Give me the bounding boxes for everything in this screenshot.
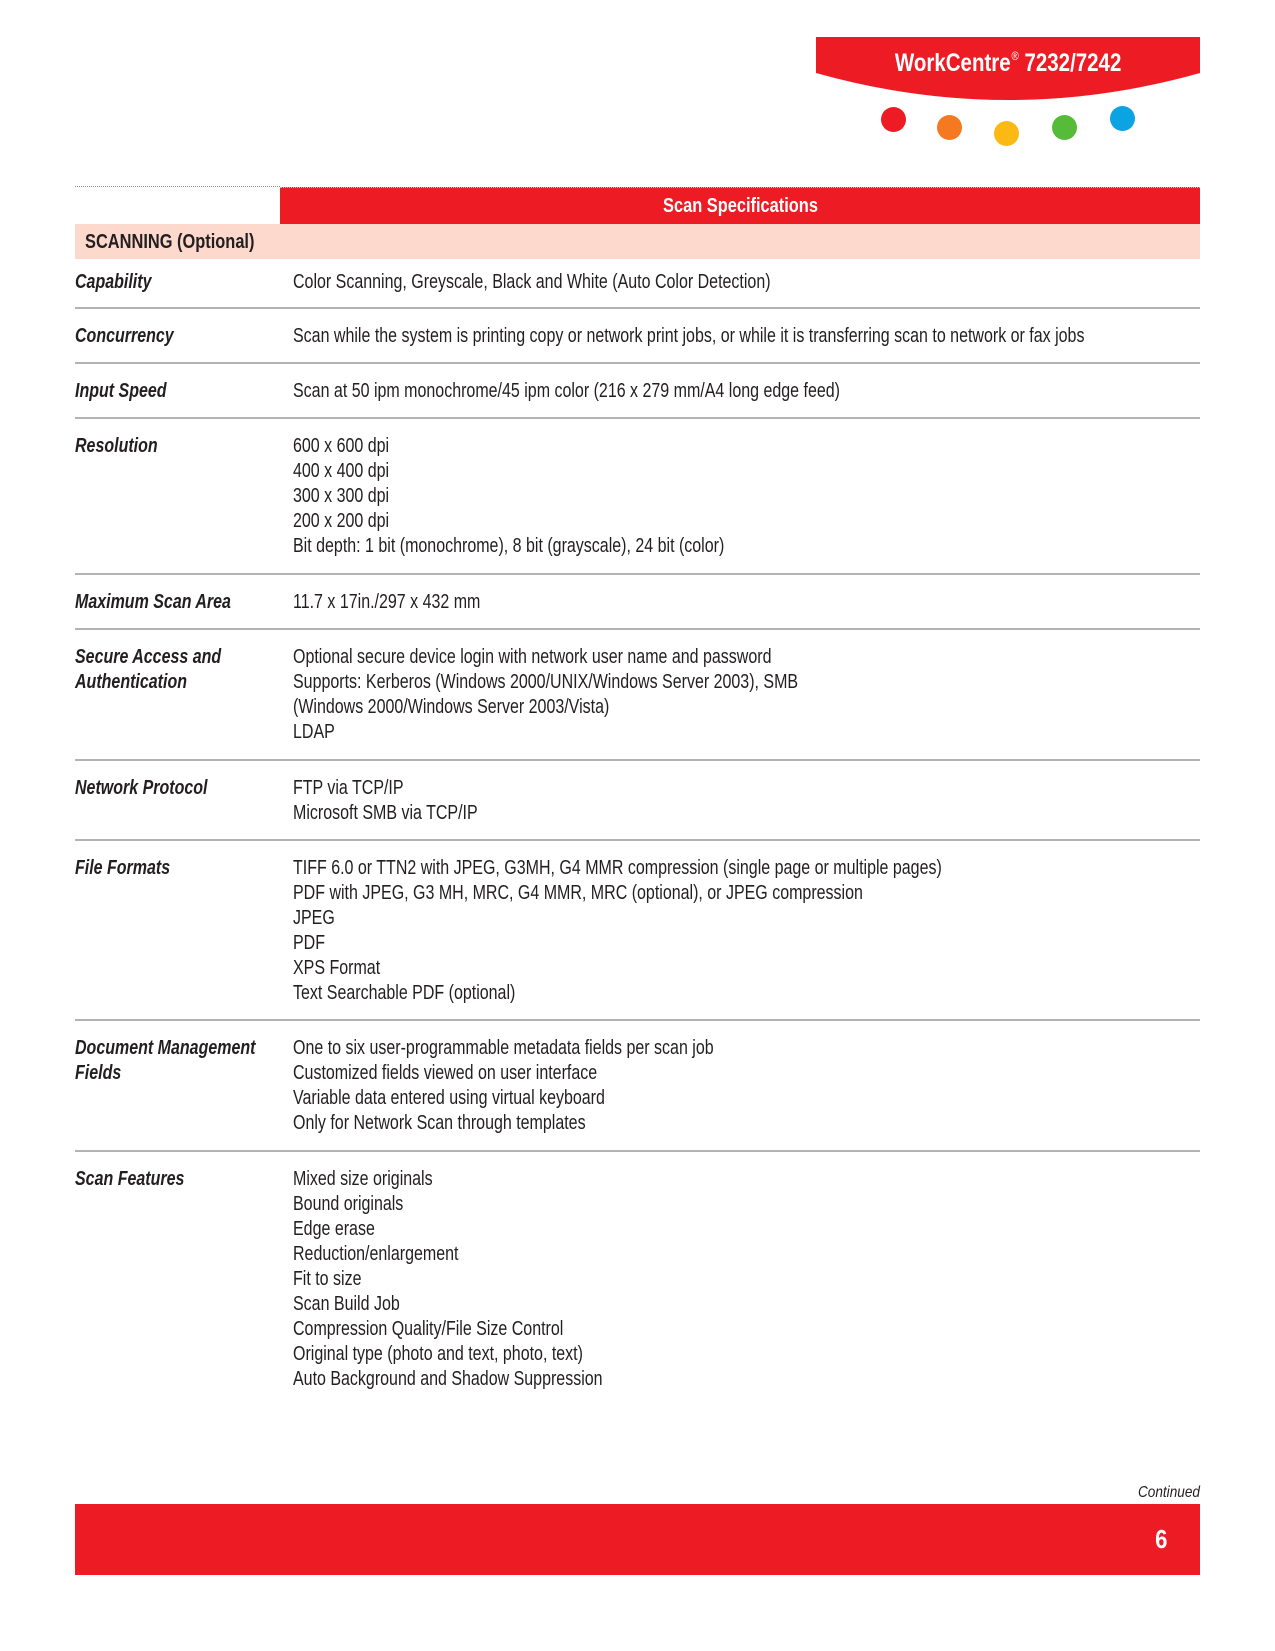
divider <box>75 759 1200 761</box>
row-value: Optional secure device login with network user name and password Supports: Kerberos (Windows 2000/UNIX/Windows Server 2003), SMB (Windows 2000/Windows Server 2003/Vista) LDAP <box>293 646 799 743</box>
divider <box>75 628 1200 630</box>
row-value: Color Scanning, Greyscale, Black and White (Auto Color Detection) <box>293 271 771 293</box>
row-value: Mixed size originals Bound originals Edge erase Reduction/enlargement Fit to size Scan Build Job Compression Quality/File Size Control Original type (photo and text, photo, text) Auto Background and Shadow Suppression <box>293 1168 603 1390</box>
model-number: 7232/7242 <box>1024 49 1122 77</box>
row-value: FTP via TCP/IP Microsoft SMB via TCP/IP <box>293 777 478 824</box>
row-value: One to six user-programmable metadata fields per scan job Customized fields viewed on user interface Variable data entered using virtual keyboard Only for Network Scan through templates <box>293 1037 714 1134</box>
divider <box>75 417 1200 419</box>
yellow-dot-icon <box>994 121 1019 146</box>
divider <box>75 839 1200 841</box>
row-value: Scan at 50 ipm monochrome/45 ipm color (216 x 279 mm/A4 long edge feed) <box>293 380 840 402</box>
page-number: 6 <box>1154 1524 1167 1554</box>
footer-bar <box>75 1504 1200 1575</box>
divider <box>75 1019 1200 1021</box>
divider <box>75 573 1200 575</box>
row-label: Concurrency <box>75 325 174 347</box>
row-value: Scan while the system is printing copy or network print jobs, or while it is transferring scan to network or fax jobs <box>293 325 1085 347</box>
registered-mark: ® <box>1011 49 1019 63</box>
product-title <box>816 49 1200 78</box>
divider <box>75 362 1200 364</box>
row-label: Network Protocol <box>75 777 208 799</box>
brand-banner <box>816 37 1200 107</box>
row-label: Capability <box>75 271 152 293</box>
row-value: TIFF 6.0 or TTN2 with JPEG, G3MH, G4 MMR compression (single page or multiple pages) PDF with JPEG, G3 MH, MRC, G4 MMR, MRC (optional), or JPEG compression JPEG PDF XPS Format Text Searchable PDF (optional) <box>293 857 942 1004</box>
red-dot-icon <box>881 107 906 132</box>
row-label: Resolution <box>75 435 158 457</box>
row-label: File Formats <box>75 857 171 879</box>
blue-dot-icon <box>1110 106 1135 131</box>
divider <box>75 1150 1200 1152</box>
orange-dot-icon <box>937 115 962 140</box>
row-value: 11.7 x 17in./297 x 432 mm <box>293 591 481 613</box>
row-label: Document Management Fields <box>75 1037 256 1084</box>
table-title: Scan Specifications <box>662 195 818 217</box>
continued-note: Continued <box>1137 1484 1200 1501</box>
table-title-bar <box>280 187 1200 224</box>
row-label: Input Speed <box>75 380 167 402</box>
dotted-rule <box>75 186 280 187</box>
row-label: Maximum Scan Area <box>75 591 231 613</box>
row-label: Secure Access and Authentication <box>75 646 222 693</box>
section-band <box>75 224 1200 259</box>
row-value: 600 x 600 dpi 400 x 400 dpi 300 x 300 dpi 200 x 200 dpi Bit depth: 1 bit (monochrome), 8 bit (grayscale), 24 bit (color) <box>293 435 725 557</box>
section-title: SCANNING (Optional) <box>85 231 255 253</box>
brand-name: WorkCentre <box>894 49 1011 77</box>
row-label: Scan Features <box>75 1168 185 1190</box>
green-dot-icon <box>1052 115 1077 140</box>
divider <box>75 307 1200 309</box>
